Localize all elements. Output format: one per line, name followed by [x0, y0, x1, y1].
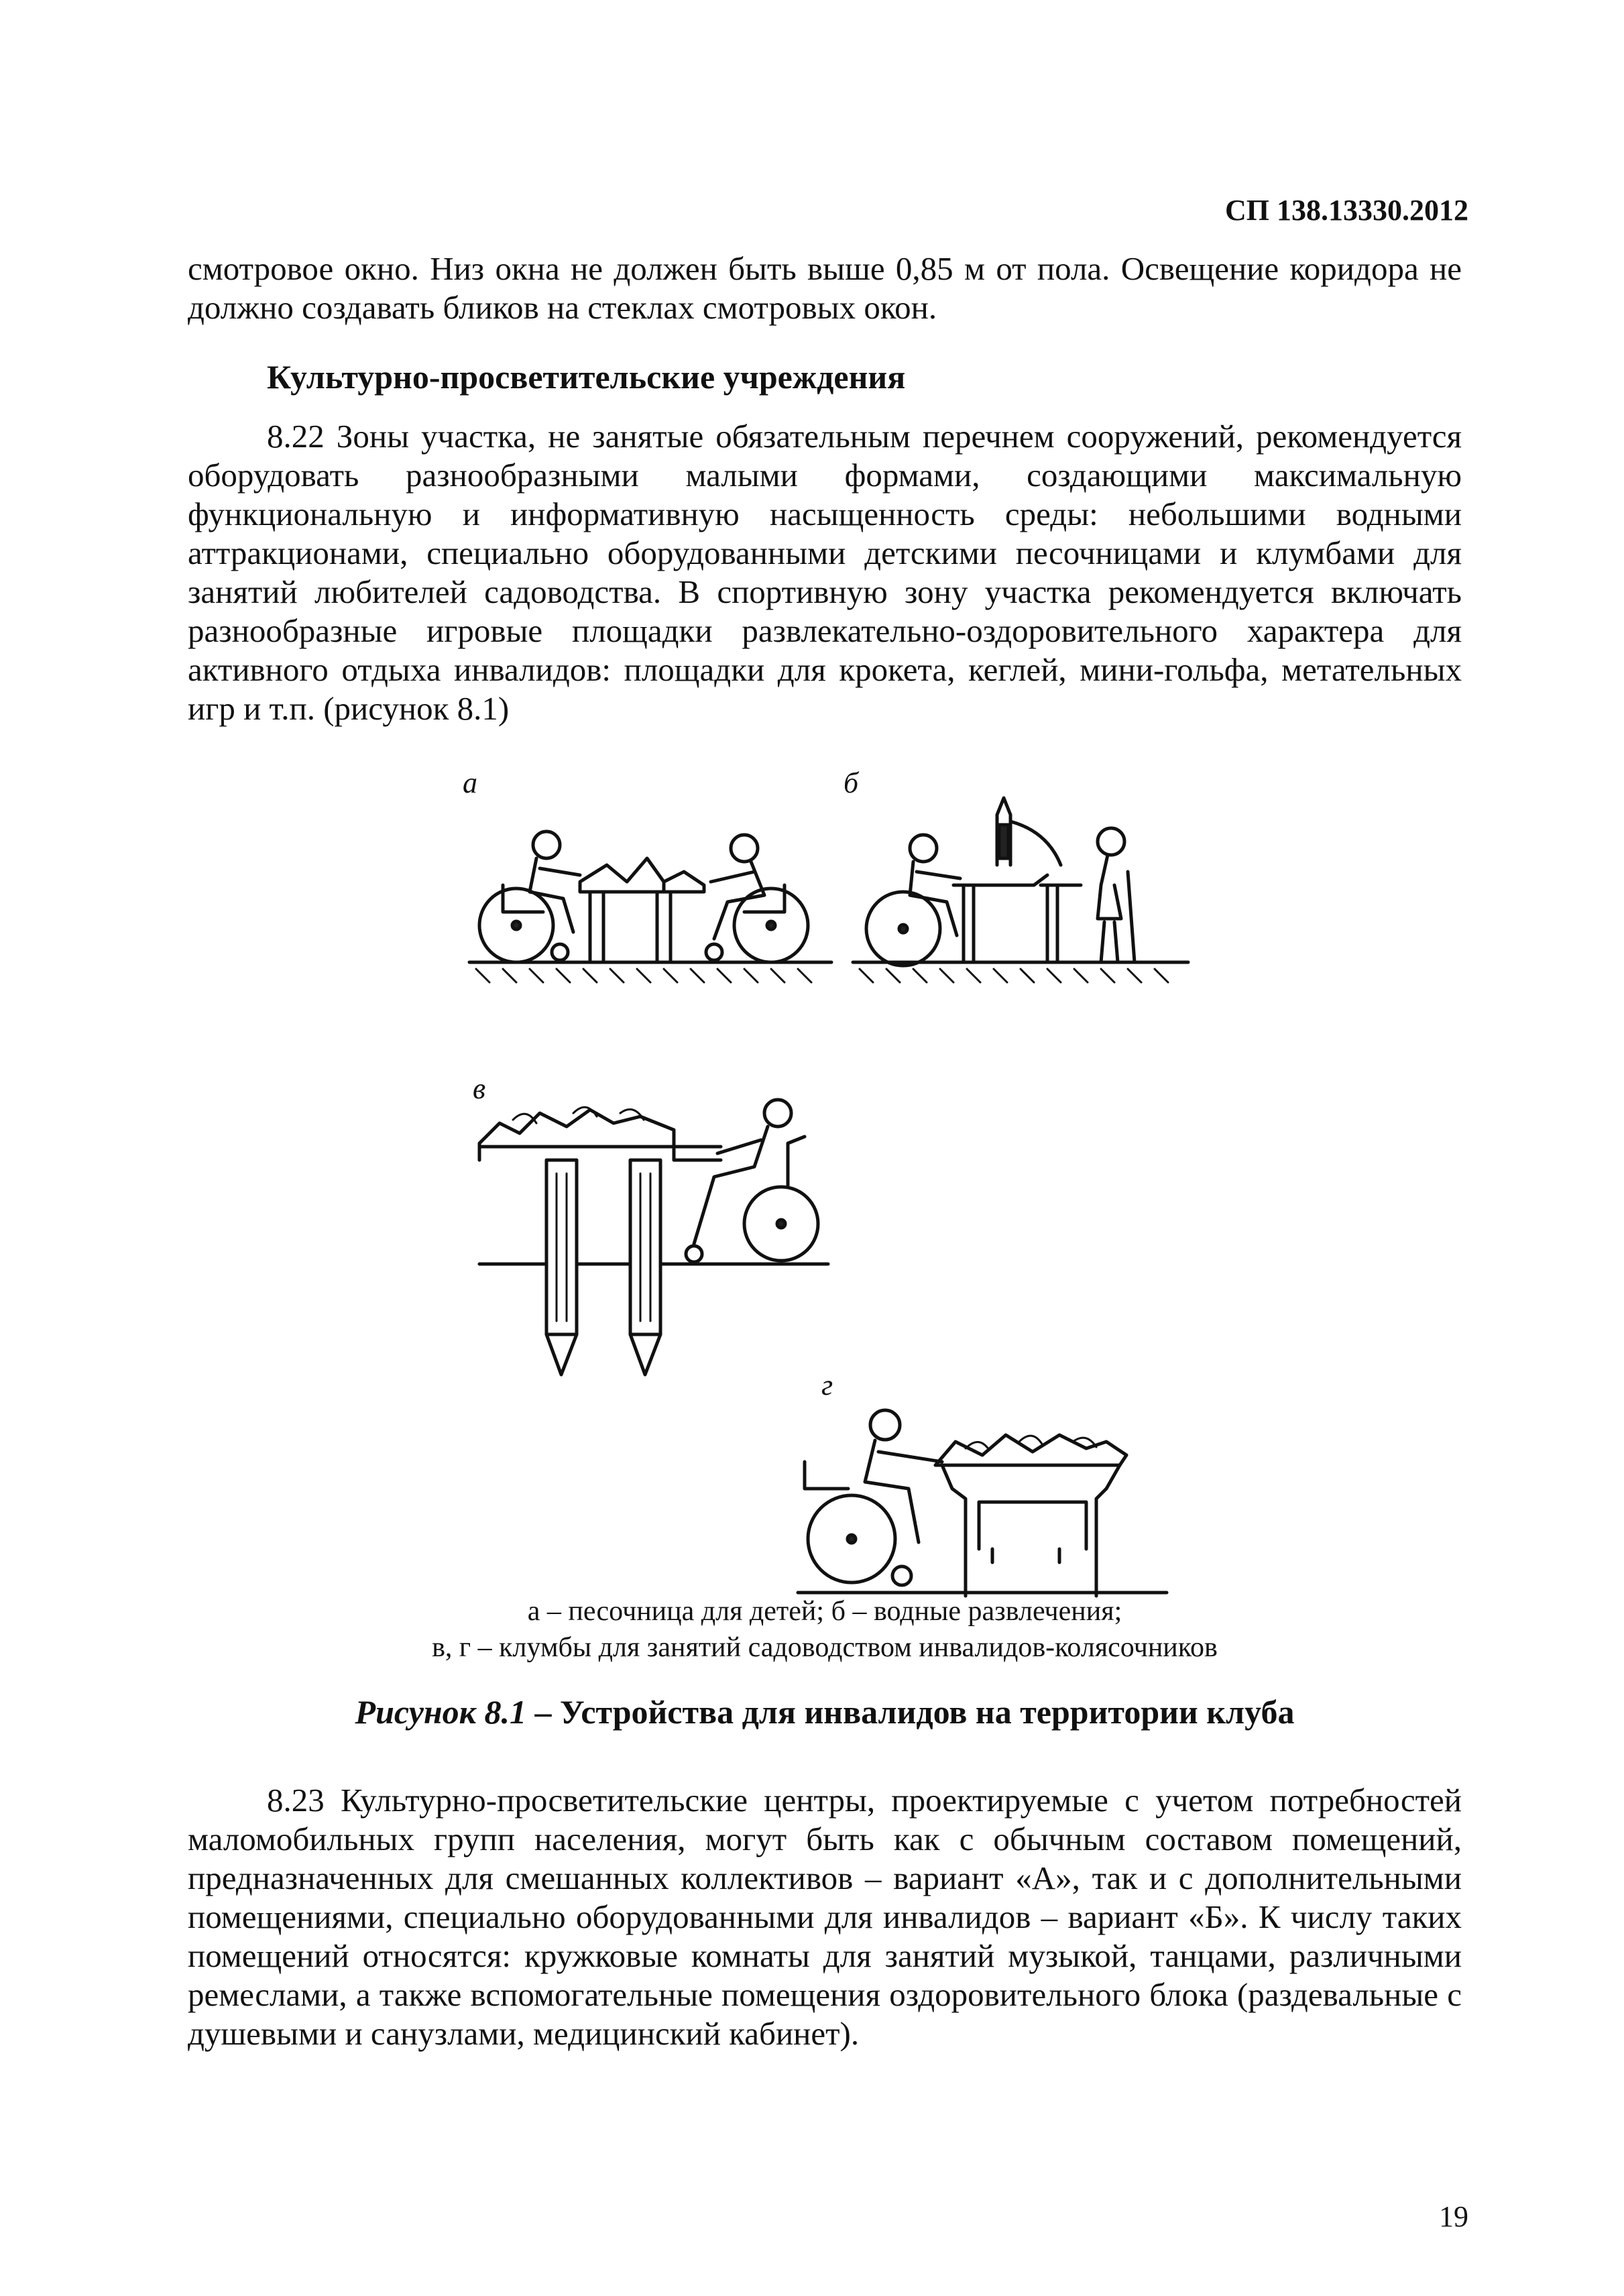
clause-8-22: 8.22 Зоны участка, не занятые обязательным перечнем сооружений, рекомендуется оборудовать разнообразными малыми формами, создающими максимальную функциональную и информативную насыщенность среды: небольшими водными аттракционами, специально оборудованными детскими песочницами и клумбами для занятий любителей садоводства. В спортивную зону участка рекомендуется включать разнообразные игровые площадки развлекательно-оздоровительного характера для активного отдыха инвалидов: площадки для крокета, кеглей, мини-гольфа, метательных игр и т.п. (рисунок 8.1)	[188, 418, 1462, 727]
document-code: СП 138.13330.2012	[1225, 194, 1468, 227]
figure-label-v: в	[473, 1072, 486, 1105]
figure-title-text: – Устройства для инвалидов на территории клуба	[526, 1693, 1295, 1731]
clause-8-23: 8.23 Культурно-просветительские центры, проектируемые с учетом потребностей маломобильных групп населения, могут быть как с обычным составом помещений, предназначенных для смешанных коллективов – вариант «А», так и с дополнительными помещениями, специально оборудованными для инвалидов – вариант «Б». К числу таких помещений относятся: кружковые комнаты для занятий музыкой, танцами, различными ремеслами, а также вспомогательные помещения оздоровительного блока (раздевальные с душевыми и санузлами, медицинский кабинет).	[188, 1782, 1462, 2052]
illustration-raised-flowerbed	[473, 1086, 835, 1401]
figure-title	[188, 1692, 1462, 1731]
section-heading: Культурно-просветительские учреждения	[267, 358, 906, 396]
figure-caption-line-1: а – песочница для детей; б – водные развлечения;	[527, 1596, 1122, 1627]
illustration-planter	[791, 1388, 1173, 1603]
illustration-water-play	[846, 785, 1195, 999]
intro-paragraph: смотровое окно. Низ окна не должен быть выше 0,85 м от пола. Освещение коридора не должно создавать бликов на стеклах смотровых окон.	[188, 250, 1462, 326]
illustration-sandbox	[463, 818, 838, 999]
page-number: 19	[1439, 2200, 1468, 2233]
figure-caption-line-2: в, г – клумбы для занятий садоводством инвалидов-колясочников	[432, 1632, 1218, 1663]
figure-title-number: Рисунок 8.1	[355, 1693, 527, 1731]
figure-label-b: б	[844, 766, 859, 799]
figure-label-g: г	[821, 1369, 833, 1401]
figure-label-a: а	[463, 766, 477, 799]
